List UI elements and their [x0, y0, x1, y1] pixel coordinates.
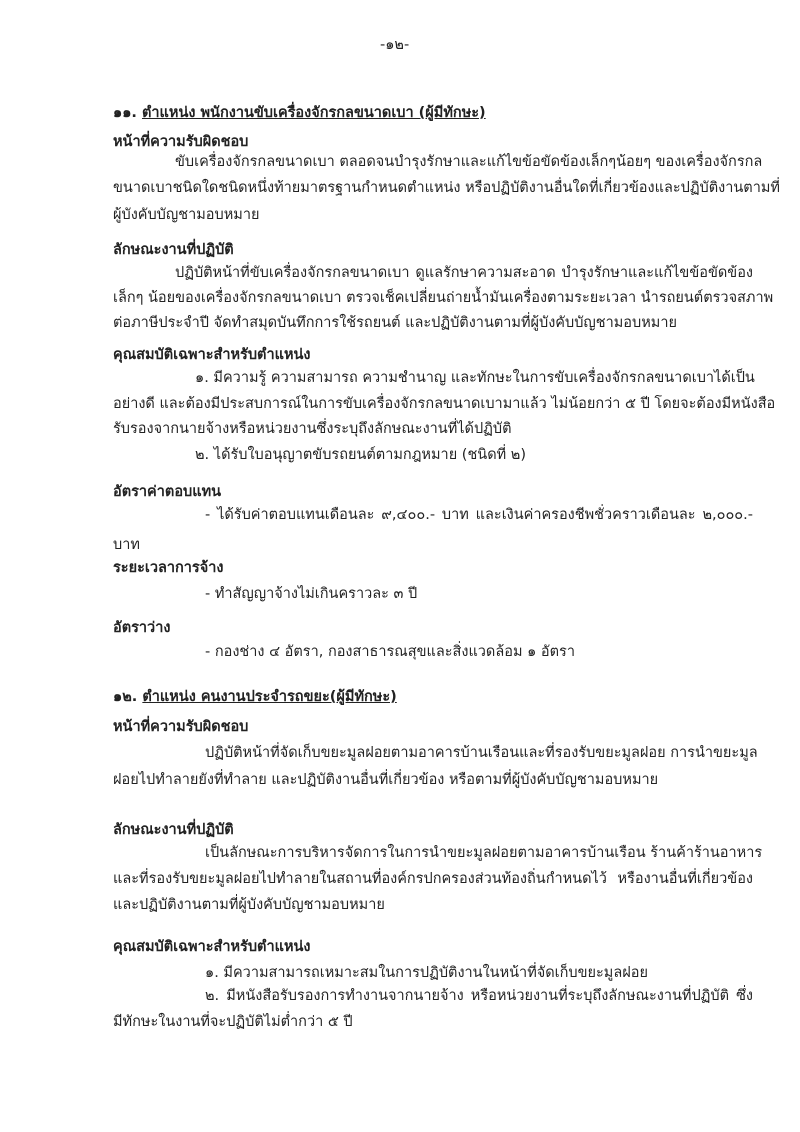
- paragraph-line: ฝอยไปทำลายยังที่ทำลาย และปฏิบัติงานอื่นที่เกี่ยวข้อง หรือตามที่ผู้บังคับบัญชามอบหมาย: [113, 772, 659, 788]
- work-label: ลักษณะงานที่ปฏิบัติ: [113, 822, 234, 838]
- qualifications-label: คุณสมบัติเฉพาะสำหรับตำแหน่ง: [113, 347, 311, 363]
- page-number: -๑๒-: [380, 37, 410, 53]
- paragraph-line: มีทักษะในงานที่จะปฏิบัติไม่ต่ำกว่า ๕ ปี: [113, 1014, 353, 1030]
- paragraph-line: ๑. มีความสามารถเหมาะสมในการปฏิบัติงานในหน้าที่จัดเก็บขยะมูลฝอย: [205, 965, 648, 981]
- section-title: ตำแหน่ง พนักงานขับเครื่องจักรกลขนาดเบา (ผู้มีทักษะ): [141, 105, 486, 121]
- section-title: ตำแหน่ง คนงานประจำรถขยะ(ผู้มีทักษะ): [142, 689, 397, 705]
- paragraph-line: ปฏิบัติหน้าที่จัดเก็บขยะมูลฝอยตามอาคารบ้านเรือนและที่รองรับขยะมูลฝอย การนำขยะมูล: [205, 745, 758, 761]
- paragraph-line: รับรองจากนายจ้างหรือหน่วยงานซึ่งระบุถึงลักษณะงานที่ได้ปฏิบัติ: [113, 421, 512, 437]
- paragraph-line: ขนาดเบาชนิดใดชนิดหนึ่งท้ายมาตรฐานกำหนดตำแหน่ง หรือปฏิบัติงานอื่นใดที่เกี่ยวข้องและปฏิบัติงานตามที่: [113, 180, 780, 196]
- paragraph-line: ต่อภาษีประจำปี จัดทำสมุดบันทึกการใช้รถยนต์ และปฏิบัติงานตามที่ผู้บังคับบัญชามอบหมาย: [113, 315, 677, 331]
- duties-label: หน้าที่ความรับผิดชอบ: [113, 719, 249, 735]
- paragraph-line: ปฏิบัติหน้าที่ขับเครื่องจักรกลขนาดเบา ดูแลรักษาความสะอาด บำรุงรักษาและแก้ไขข้อขัดข้อง: [175, 265, 753, 281]
- paragraph-line: ผู้บังคับบัญชามอบหมาย: [113, 207, 260, 223]
- paragraph-line: ๑. มีความรู้ ความสามารถ ความชำนาญ และทักษะในการขับเครื่องจักรกลขนาดเบาได้เป็น: [195, 370, 755, 386]
- section-12-heading: [113, 687, 397, 707]
- paragraph-line: อย่างดี และต้องมีประสบการณ์ในการขับเครื่องจักรกลขนาดเบามาแล้ว ไม่น้อยกว่า ๕ ปี โดยจะต้องมีหนังสือ: [113, 396, 776, 412]
- pay-label: อัตราค่าตอบแทน: [113, 484, 222, 500]
- paragraph-line: - กองช่าง ๔ อัตรา, กองสาธารณสุขและสิ่งแวดล้อม ๑ อัตรา: [205, 644, 575, 660]
- section-number: ๑๑.: [113, 105, 137, 121]
- paragraph-line: ๒. ได้รับใบอนุญาตขับรถยนต์ตามกฎหมาย (ชนิดที่ ๒): [195, 447, 527, 463]
- paragraph-line: และที่รองรับขยะมูลฝอยไปทำลายในสถานที่องค์กรปกครองส่วนท้องถิ่นกำหนดไว้ หรืองานอื่นที่เกี่ยวข้อง: [113, 871, 753, 887]
- duties-label: หน้าที่ความรับผิดชอบ: [113, 134, 249, 150]
- paragraph-line: ขับเครื่องจักรกลขนาดเบา ตลอดจนบำรุงรักษาและแก้ไขข้อขัดข้องเล็กๆน้อยๆ ของเครื่องจักรกล: [175, 154, 763, 170]
- paragraph-line: บาท: [113, 537, 140, 553]
- paragraph-line: เป็นลักษณะการบริหารจัดการในการนำขยะมูลฝอยตามอาคารบ้านเรือน ร้านค้าร้านอาหาร: [205, 845, 763, 861]
- paragraph-line: - ทำสัญญาจ้างไม่เกินคราวละ ๓ ปี: [205, 586, 418, 602]
- paragraph-line: - ได้รับค่าตอบแทนเดือนละ ๙,๔๐๐.- บาท และเงินค่าครองชีพชั่วคราวเดือนละ ๒,๐๐๐.-: [205, 507, 753, 523]
- paragraph-line: ๒. มีหนังสือรับรองการทำงานจากนายจ้าง หรือหน่วยงานที่ระบุถึงลักษณะงานที่ปฏิบัติ ซึ่ง: [205, 988, 753, 1004]
- qualifications-label: คุณสมบัติเฉพาะสำหรับตำแหน่ง: [113, 939, 311, 955]
- paragraph-line: และปฏิบัติงานตามที่ผู้บังคับบัญชามอบหมาย: [113, 897, 385, 913]
- section-11-heading: [113, 103, 486, 123]
- section-number: ๑๒.: [113, 689, 138, 705]
- work-label: ลักษณะงานที่ปฏิบัติ: [113, 242, 234, 258]
- vacancies-label: อัตราว่าง: [113, 620, 171, 636]
- term-label: ระยะเวลาการจ้าง: [113, 560, 224, 576]
- paragraph-line: เล็กๆ น้อยของเครื่องจักรกลขนาดเบา ตรวจเช็คเปลี่ยนถ่ายน้ำมันเครื่องตามระยะเวลา นำรถยนต์ตรวจสภาพ: [113, 290, 774, 306]
